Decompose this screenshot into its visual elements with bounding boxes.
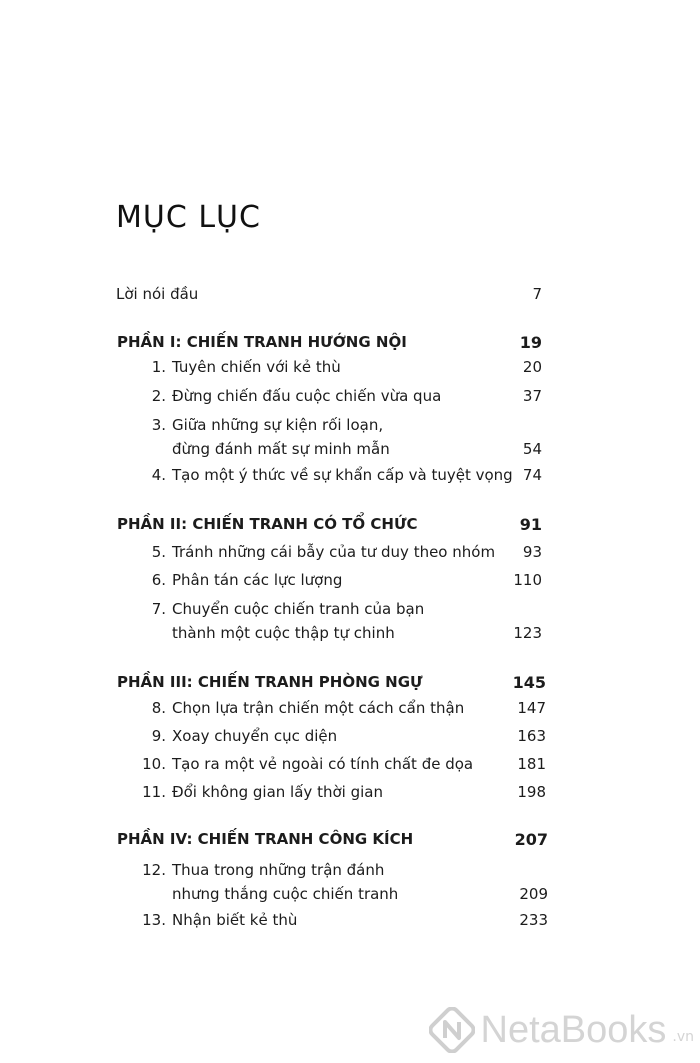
- toc-chapter: [0, 597, 700, 647]
- chapter-title: Chọn lựa trận chiến một cách cẩn thận: [172, 699, 465, 717]
- toc-chapter: [0, 413, 700, 463]
- chapter-number: 10.: [142, 755, 166, 773]
- toc-chapter: [0, 696, 700, 721]
- chapter-number: 2.: [151, 387, 166, 405]
- chapter-title: Tạo một ý thức về sự khẩn cấp và tuyệt vọng: [172, 466, 513, 484]
- part-label: PHẦN II: CHIẾN TRANH CÓ TỔ CHỨC: [117, 515, 418, 533]
- preface-page: 7: [532, 285, 542, 303]
- chapter-title-cont: đừng đánh mất sự minh mẫn: [172, 440, 390, 458]
- chapter-page: 198: [517, 783, 546, 801]
- chapter-page: 93: [522, 543, 542, 561]
- chapter-title: Đổi không gian lấy thời gian: [172, 783, 383, 801]
- chapter-page: 123: [513, 624, 542, 642]
- chapter-title: Tạo ra một vẻ ngoài có tính chất đe dọa: [172, 755, 474, 773]
- chapter-title: Thua trong những trận đánh: [172, 861, 385, 879]
- preface-label: Lời nói đầu: [116, 285, 199, 303]
- chapter-title: Phân tán các lực lượng: [172, 571, 343, 589]
- chapter-number: 8.: [151, 699, 166, 717]
- chapter-title: Tránh những cái bẫy của tư duy theo nhóm: [172, 543, 496, 561]
- toc-chapter: [0, 540, 700, 565]
- toc-chapter: [0, 752, 700, 777]
- chapter-number: 3.: [151, 416, 166, 434]
- toc-part: [0, 512, 700, 537]
- part-label: PHẦN IV: CHIẾN TRANH CÔNG KÍCH: [117, 830, 414, 848]
- toc-chapter: [0, 384, 700, 409]
- chapter-page: 163: [517, 727, 546, 745]
- watermark-brand: NetaBooks: [480, 1008, 667, 1051]
- chapter-number: 5.: [151, 543, 166, 561]
- chapter-title: Nhận biết kẻ thù: [172, 911, 298, 929]
- chapter-title-cont: thành một cuộc thập tự chinh: [172, 624, 395, 642]
- toc-chapter: [0, 858, 700, 908]
- chapter-title: Tuyên chiến với kẻ thù: [172, 358, 341, 376]
- toc-part: [0, 670, 700, 695]
- chapter-number: 6.: [151, 571, 166, 589]
- part-page: 91: [519, 515, 542, 534]
- chapter-number: 13.: [142, 911, 166, 929]
- chapter-title: Giữa những sự kiện rối loạn,: [172, 416, 384, 434]
- chapter-page: 209: [519, 885, 548, 903]
- toc-chapter: [0, 908, 700, 933]
- chapter-number: 1.: [151, 358, 166, 376]
- chapter-title: Đừng chiến đấu cuộc chiến vừa qua: [172, 387, 442, 405]
- toc-chapter: [0, 463, 700, 488]
- chapter-page: 147: [517, 699, 546, 717]
- chapter-page: 181: [517, 755, 546, 773]
- chapter-number: 11.: [142, 783, 166, 801]
- toc-part: [0, 330, 700, 355]
- watermark: [429, 1007, 695, 1053]
- part-page: 145: [512, 673, 546, 692]
- part-page: 207: [514, 830, 548, 849]
- toc-part: [0, 827, 700, 852]
- chapter-number: 12.: [142, 861, 166, 879]
- toc-chapter: [0, 780, 700, 805]
- watermark-suffix: .vn: [672, 1029, 694, 1045]
- chapter-page: 37: [522, 387, 542, 405]
- chapter-page: 20: [522, 358, 542, 376]
- toc-chapter: [0, 724, 700, 749]
- toc-preface: [0, 282, 700, 307]
- part-label: PHẦN I: CHIẾN TRANH HƯỚNG NỘI: [117, 333, 407, 351]
- chapter-page: 74: [522, 466, 542, 484]
- chapter-number: 9.: [151, 727, 166, 745]
- chapter-number: 4.: [151, 466, 166, 484]
- chapter-title-cont: nhưng thắng cuộc chiến tranh: [172, 885, 399, 903]
- chapter-page: 110: [513, 571, 542, 589]
- chapter-title: Chuyển cuộc chiến tranh của bạn: [172, 600, 425, 618]
- part-label: PHẦN III: CHIẾN TRANH PHÒNG NGỰ: [117, 673, 423, 691]
- part-page: 19: [519, 333, 542, 352]
- toc-chapter: [0, 355, 700, 380]
- chapter-title: Xoay chuyển cục diện: [172, 727, 338, 745]
- chapter-page: 54: [522, 440, 542, 458]
- chapter-number: 7.: [151, 600, 166, 618]
- toc-chapter: [0, 568, 700, 593]
- page-title: MỤC LỤC: [116, 200, 261, 235]
- netabooks-logo-icon: [429, 1007, 475, 1053]
- chapter-page: 233: [519, 911, 548, 929]
